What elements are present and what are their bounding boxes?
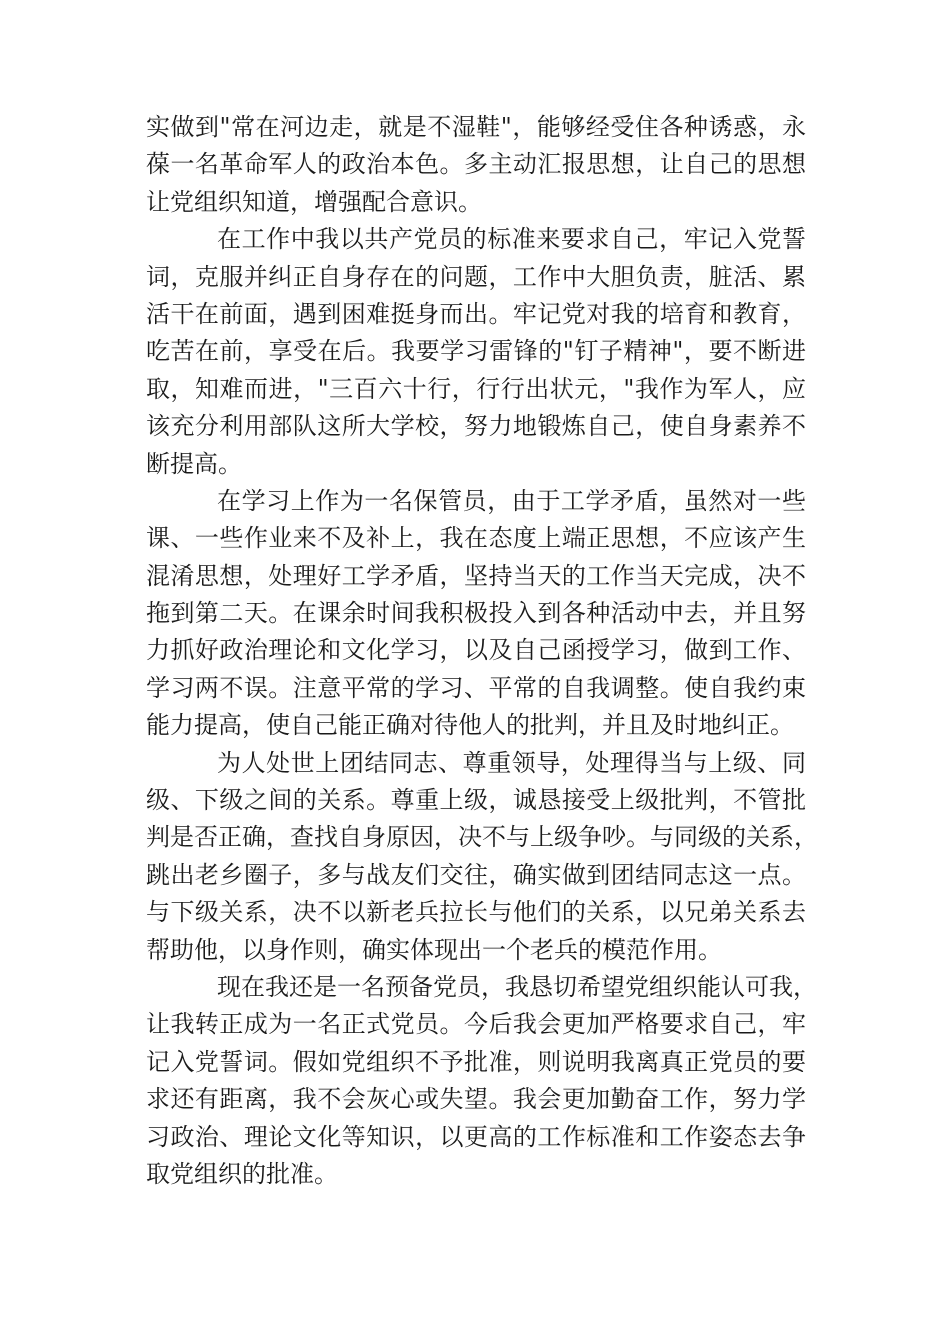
text-line: 让党组织知道，增强配合意识。	[146, 187, 482, 216]
text-line: 学习两不误。注意平常的学习、平常的自我调整。使自我约束	[146, 673, 806, 702]
paragraph-3	[146, 483, 806, 745]
paragraph-4	[146, 745, 818, 969]
text-line: 在学习上作为一名保管员，由于工学矛盾，虽然对一些	[217, 486, 806, 515]
text-line: 该充分利用部队这所大学校，努力地锻炼自己，使自身素养不	[146, 412, 806, 441]
text-line: 葆一名革命军人的政治本色。多主动汇报思想，让自己的思想	[146, 150, 806, 179]
text-line: 活干在前面，遇到困难挺身而出。牢记党对我的培育和教育，	[146, 299, 806, 328]
text-line: 实做到"常在河边走，就是不湿鞋"，能够经受住各种诱惑，永	[146, 113, 806, 141]
text-line: 记入党誓词。假如党组织不予批准，则说明我离真正党员的要	[146, 1047, 806, 1076]
text-line: 取党组织的批准。	[146, 1159, 338, 1188]
text-line: 能力提高，使自己能正确对待他人的批判，并且及时地纠正。	[146, 711, 794, 740]
text-line: 与下级关系，决不以新老兵拉长与他们的关系，以兄弟关系去	[146, 898, 806, 927]
text-line: 词，克服并纠正自身存在的问题，工作中大胆负责，脏活、累	[146, 262, 806, 291]
text-line: 力抓好政治理论和文化学习，以及自己函授学习，做到工作、	[146, 636, 806, 665]
text-line: 在工作中我以共产党员的标准来要求自己，牢记入党誓	[217, 225, 806, 254]
text-line: 断提高。	[146, 449, 242, 478]
text-line: 课、一些作业来不及补上，我在态度上端正思想，不应该产生	[146, 524, 806, 553]
text-line: 为人处世上团结同志、尊重领导，处理得当与上级、同	[217, 748, 806, 777]
text-line: 混淆思想，处理好工学矛盾，坚持当天的工作当天完成，决不	[146, 561, 806, 590]
text-line: 级、下级之间的关系。尊重上级，诚恳接受上级批判，不管批	[146, 786, 806, 815]
paragraph-2	[146, 221, 806, 483]
document-body	[146, 109, 818, 1193]
text-line: 跳出老乡圈子，多与战友们交往，确实做到团结同志这一点。	[146, 860, 806, 889]
text-line: 取，知难而进，"三百六十行，行行出状元，"我作为军人，应	[146, 374, 806, 403]
text-line: 现在我还是一名预备党员，我恳切希望党组织能认可我，	[217, 972, 817, 1001]
paragraph-5	[146, 969, 817, 1193]
text-line: 帮助他，以身作则，确实体现出一个老兵的模范作用。	[146, 935, 722, 964]
paragraph-1	[146, 109, 806, 221]
text-line: 求还有距离，我不会灰心或失望。我会更加勤奋工作，努力学	[146, 1085, 806, 1114]
text-line: 判是否正确，查找自身原因，决不与上级争吵。与同级的关系，	[146, 823, 818, 852]
text-line: 让我转正成为一名正式党员。今后我会更加严格要求自己，牢	[146, 1010, 806, 1039]
text-line: 吃苦在前，享受在后。我要学习雷锋的"钉子精神"，要不断进	[146, 337, 806, 366]
text-line: 拖到第二天。在课余时间我积极投入到各种活动中去，并且努	[146, 599, 806, 628]
text-line: 习政治、理论文化等知识，以更高的工作标准和工作姿态去争	[146, 1122, 806, 1151]
